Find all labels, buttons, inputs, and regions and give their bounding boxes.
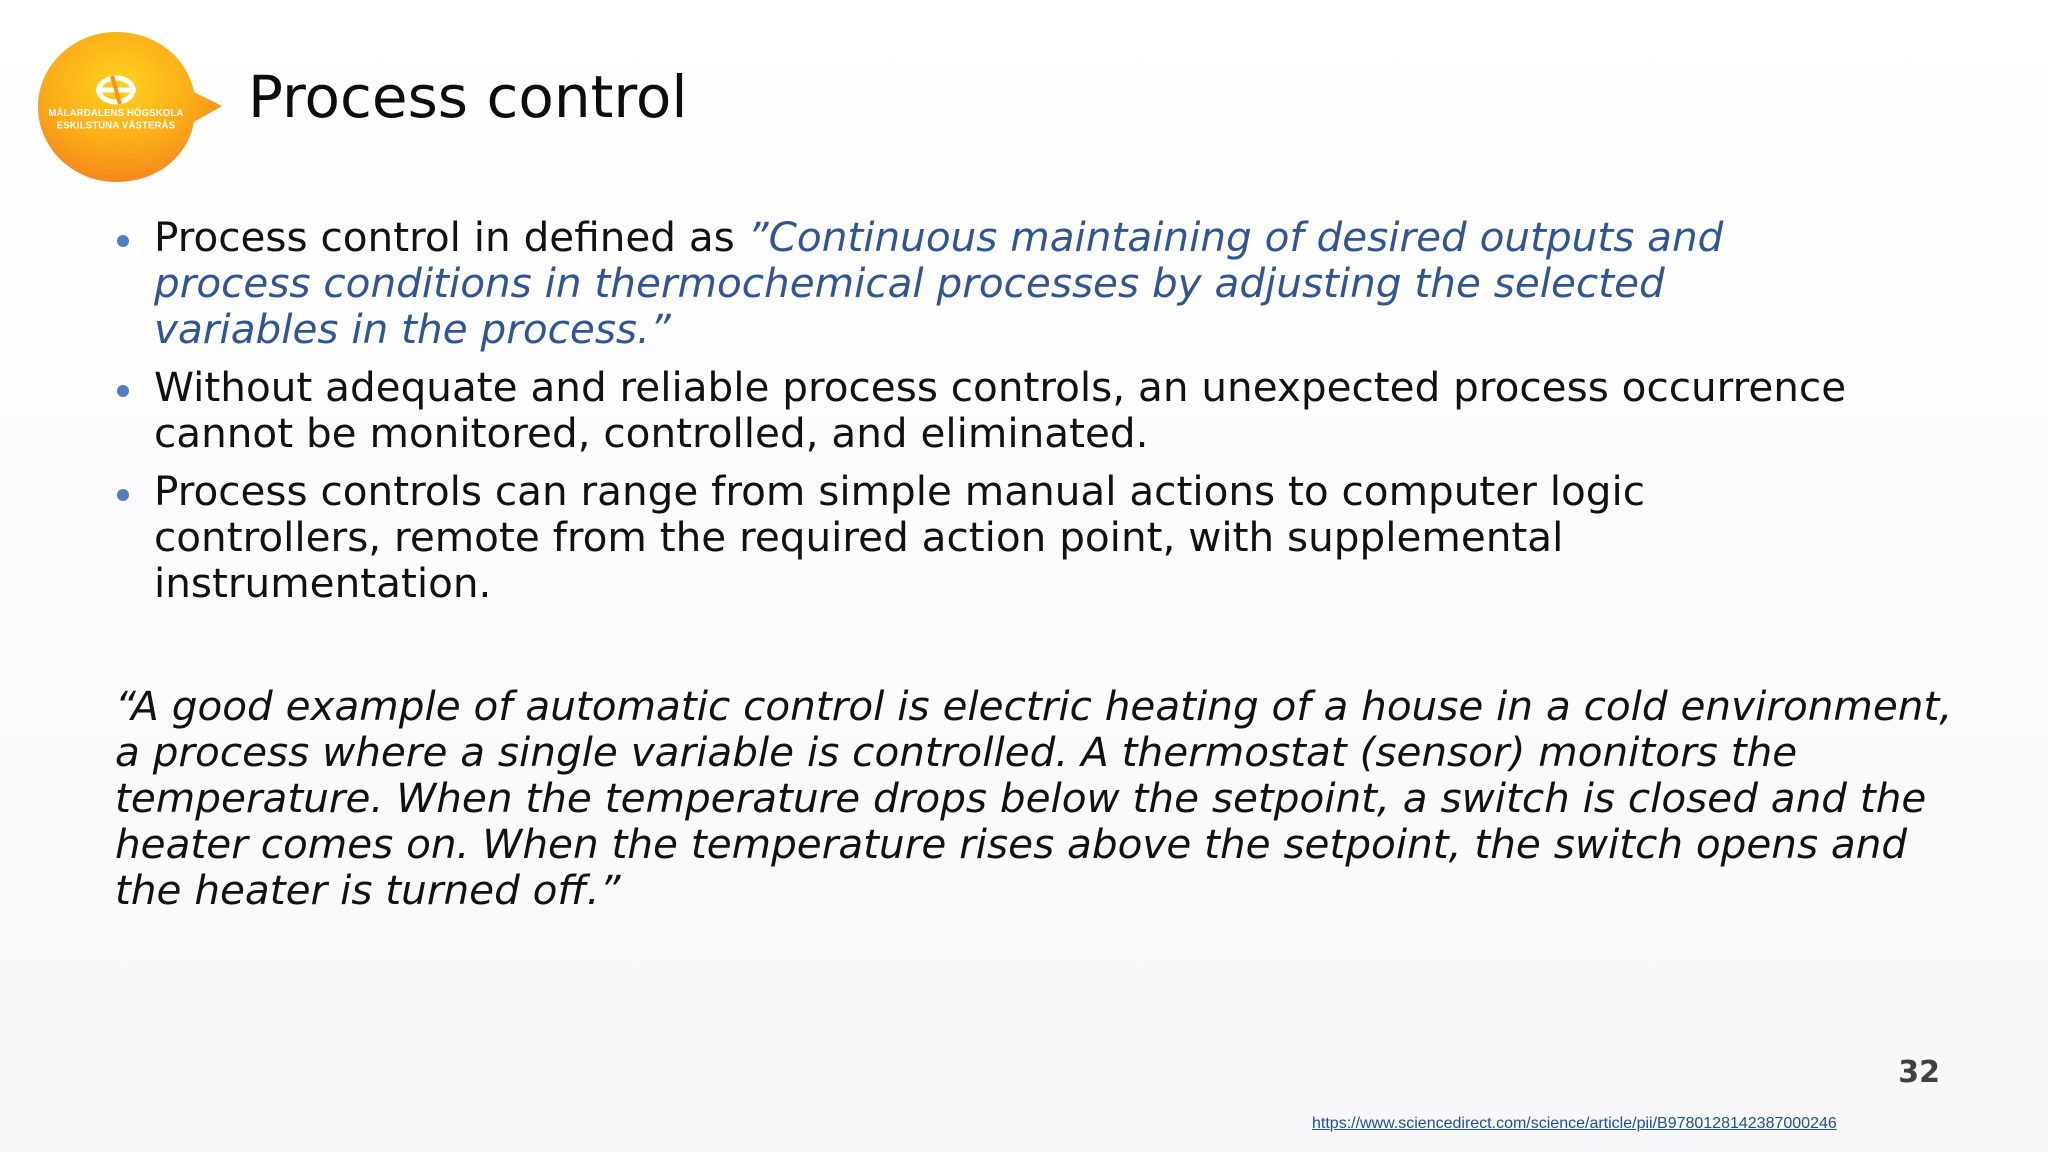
bullet-item-control-range: [112, 468, 1852, 606]
logo-line-1: MÄLARDALENS HÖGSKOLA: [48, 107, 184, 119]
bullet-item-adequate-controls: [112, 364, 1852, 456]
logo-text: [38, 107, 194, 132]
page-number: 32: [1898, 1055, 1940, 1090]
example-quote: “A good example of automatic control is electric heating of a house in a cold environment, a process where a single variable is controlled. A thermostat (sensor) monitors the temperature. When the temperature drops below the setpoint, a switch is closed and the heater comes on. When the temperature rises above the setpoint, the switch opens and the heater is turned off.”: [115, 682, 1953, 914]
university-logo: [38, 32, 223, 182]
bullet-item-definition: [112, 214, 1852, 352]
logo-line-2: ESKILSTUNA VÄSTERÅS: [56, 120, 176, 132]
bullet-text: Process controls can range from simple manual actions to computer logic controllers, remote from the required action point, with supplemental instrumentation.: [154, 467, 1645, 607]
bullet-list: [112, 214, 1852, 618]
bullet-text: Without adequate and reliable process controls, an unexpected process occurrence cannot be monitored, controlled, and eliminated.: [154, 363, 1847, 457]
bullet-dot-icon: [117, 385, 129, 397]
source-link[interactable]: https://www.sciencedirect.com/science/article/pii/B9780128142387000246: [1312, 1115, 1837, 1132]
bullet-text: Process control in defined as: [154, 213, 748, 261]
bullet-dot-icon: [117, 489, 129, 501]
slide-title: Process control: [248, 63, 688, 131]
bullet-dot-icon: [117, 235, 129, 247]
definition-quote: ”Continuous maintaining of desired outputs and process conditions in thermochemical processes by adjusting the selected variables in the process.”: [154, 213, 1724, 353]
